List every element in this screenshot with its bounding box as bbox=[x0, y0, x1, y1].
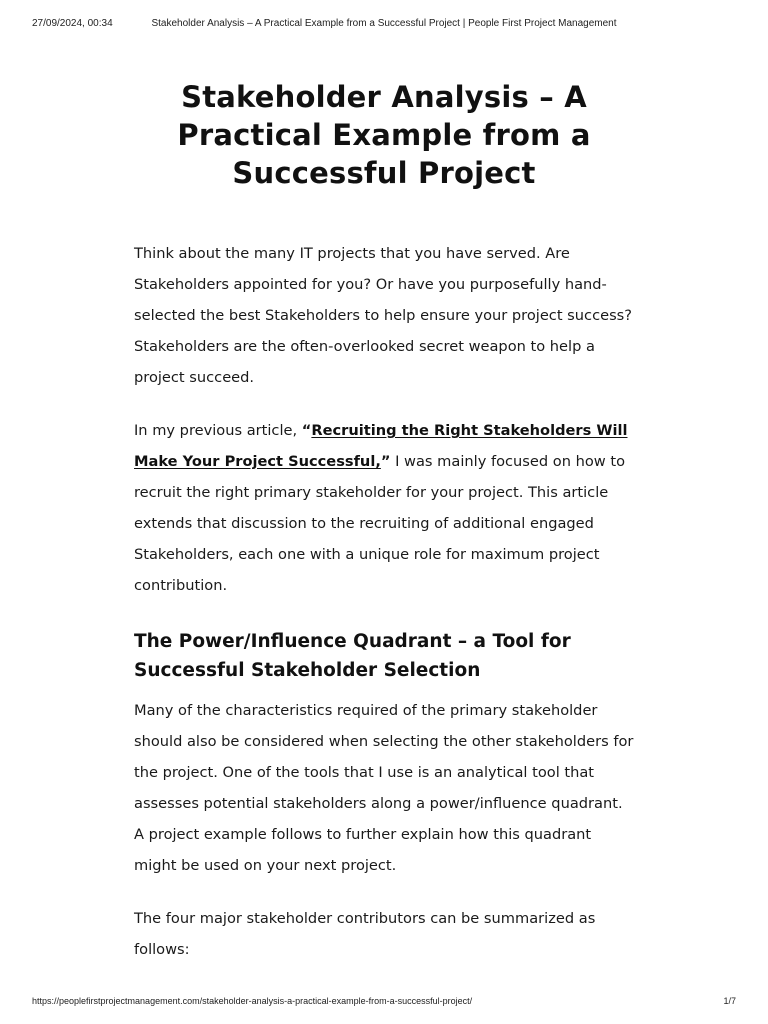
previous-article-lead-text: In my previous article, bbox=[134, 422, 302, 439]
article-title: Stakeholder Analysis – A Practical Example from a Successful Project bbox=[177, 80, 591, 190]
close-quote: ” bbox=[380, 453, 391, 470]
summary-paragraph: The four major stakeholder contributors can be summarized as follows: bbox=[134, 910, 596, 958]
print-footer bbox=[32, 996, 736, 1010]
section-heading: The Power/Influence Quadrant – a Tool for Successful Stakeholder Selection bbox=[134, 631, 571, 681]
article bbox=[134, 78, 634, 965]
print-datetime: 27/09/2024, 00:34 bbox=[32, 18, 113, 29]
intro-paragraph: Think about the many IT projects that you have served. Are Stakeholders appointed for you? Or have you purposefully hand-selected the best Stakeholders to help ensure your project success? Stakeholders are the often-overlooked secret weapon to help a project succeed. bbox=[134, 245, 633, 386]
print-page-title: Stakeholder Analysis – A Practical Example from a Successful Project | People First Project Management bbox=[151, 18, 617, 29]
previous-article-trailing-text: I was mainly focused on how to recruit the right primary stakeholder for your project. This article extends that discussion to the recruiting of additional engaged Stakeholders, each one with a unique role for maximum project contribution. bbox=[134, 453, 626, 594]
open-quote: “ bbox=[301, 422, 312, 439]
previous-article-link[interactable]: Recruiting the Right Stakeholders Will Make Your Project Successful, bbox=[134, 422, 628, 470]
previous-article-paragraph bbox=[134, 415, 634, 601]
print-header bbox=[32, 18, 736, 32]
section-paragraph: Many of the characteristics required of the primary stakeholder should also be considered when selecting the other stakeholders for the project. One of the tools that I use is an analytical tool that assesses potential stakeholders along a power/influence quadrant. A project example follows to further explain how this quadrant might be used on your next project. bbox=[134, 702, 634, 874]
print-page-indicator: 1/7 bbox=[723, 996, 736, 1006]
print-url: https://peoplefirstprojectmanagement.com/stakeholder-analysis-a-practical-example-from-a-successful-project/ bbox=[32, 996, 473, 1006]
